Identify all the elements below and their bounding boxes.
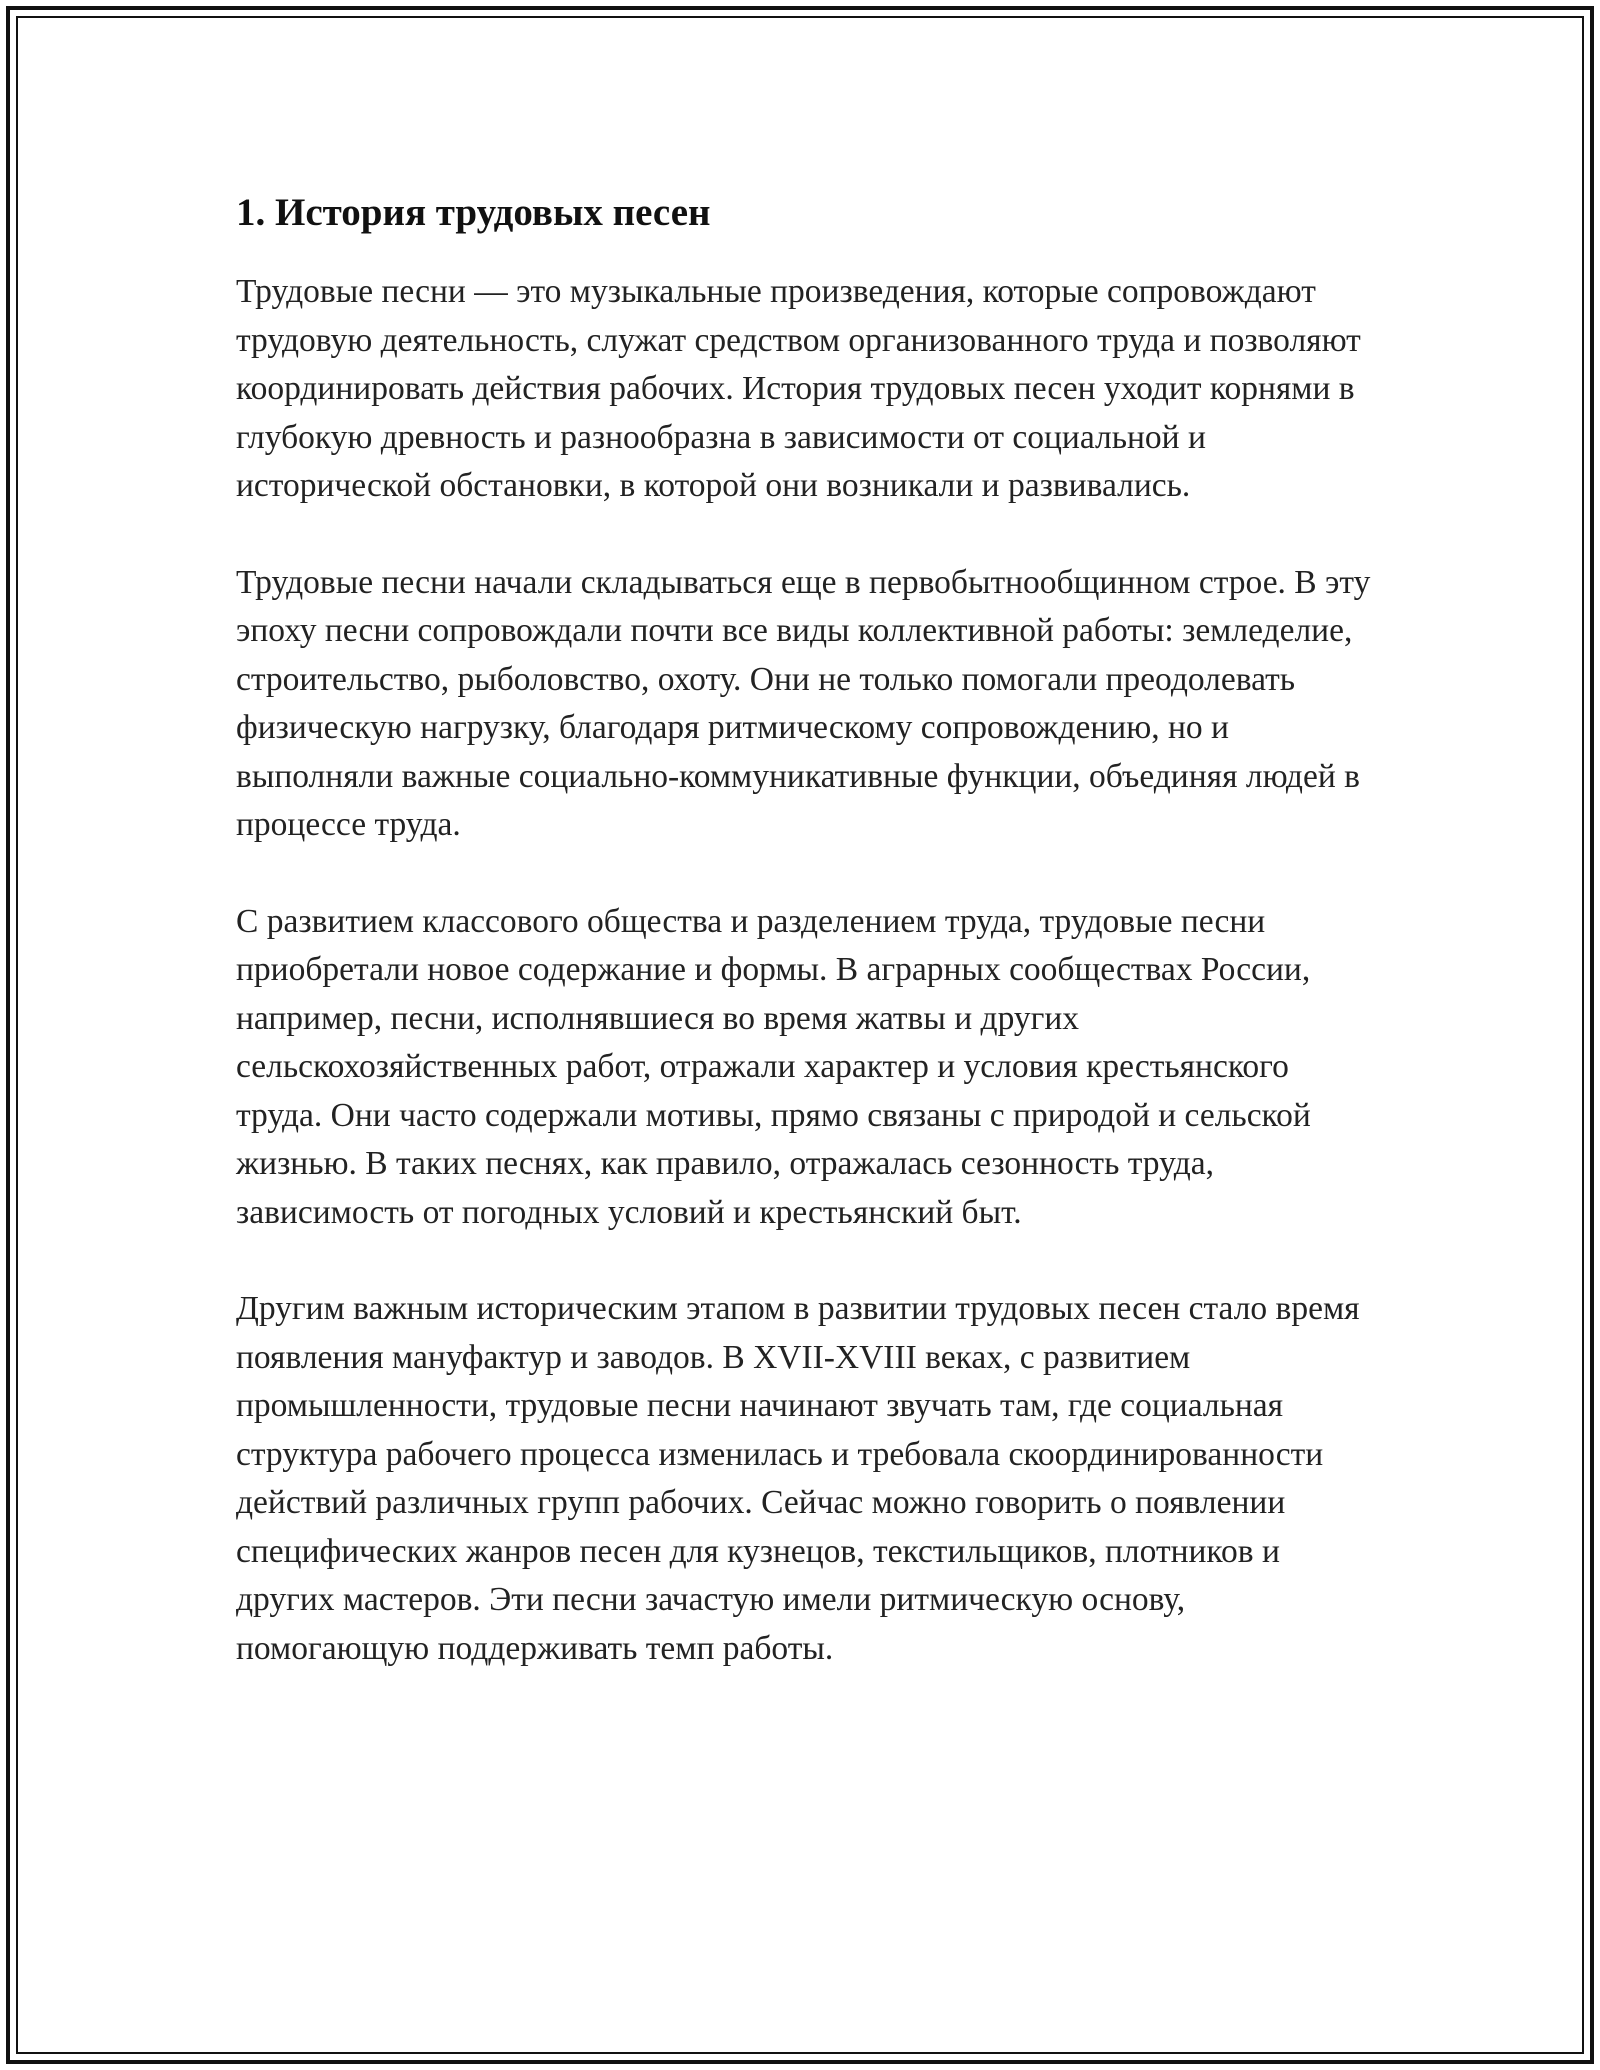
section-heading: 1. История трудовых песен [236, 191, 711, 234]
paragraph-4: Другим важным историческим этапом в развитии трудовых песен стало время появления мануфактур и заводов. В XVII-XVIII веках, с развитием промышленности, трудовые песни начинают звучать там, где социальная структура рабочего процесса изменилась и требовала скоординированности действий различных групп рабочих. Сейчас можно говорить о появлении специфических жанров песен для кузнецов, текстильщиков, плотников и других мастеров. Эти песни зачастую имели ритмическую основу, помогающую поддерживать темп работы. [236, 1290, 1360, 1667]
paragraph-1: Трудовые песни — это музыкальные произведения, которые сопровождают трудовую деятельность, служат средством организованного труда и позволяют координировать действия рабочих. История трудовых песен уходит корнями в глубокую древность и разнообразна в зависимости от социальной и исторической обстановки, в которой они возникали и развивались. [236, 273, 1361, 504]
document-body [236, 188, 1376, 1673]
paragraph-3: С развитием классового общества и разделением труда, трудовые песни приобретали новое содержание и формы. В аграрных сообществах России, например, песни, исполнявшиеся во время жатвы и других сельскохозяйственных работ, отражали характер и условия крестьянского труда. Они часто содержали мотивы, прямо связаны с природой и сельской жизнью. В таких песнях, как правило, отражалась сезонность труда, зависимость от погодных условий и крестьянский быт. [236, 902, 1311, 1231]
paragraph-2: Трудовые песни начали складываться еще в первобытнообщинном строе. В эту эпоху песни сопровождали почти все виды коллективной работы: земледелие, строительство, рыболовство, охоту. Они не только помогали преодолевать физическую нагрузку, благодаря ритмическому сопровождению, но и выполняли важные социально-коммуникативные функции, объединяя людей в процессе труда. [236, 563, 1371, 843]
